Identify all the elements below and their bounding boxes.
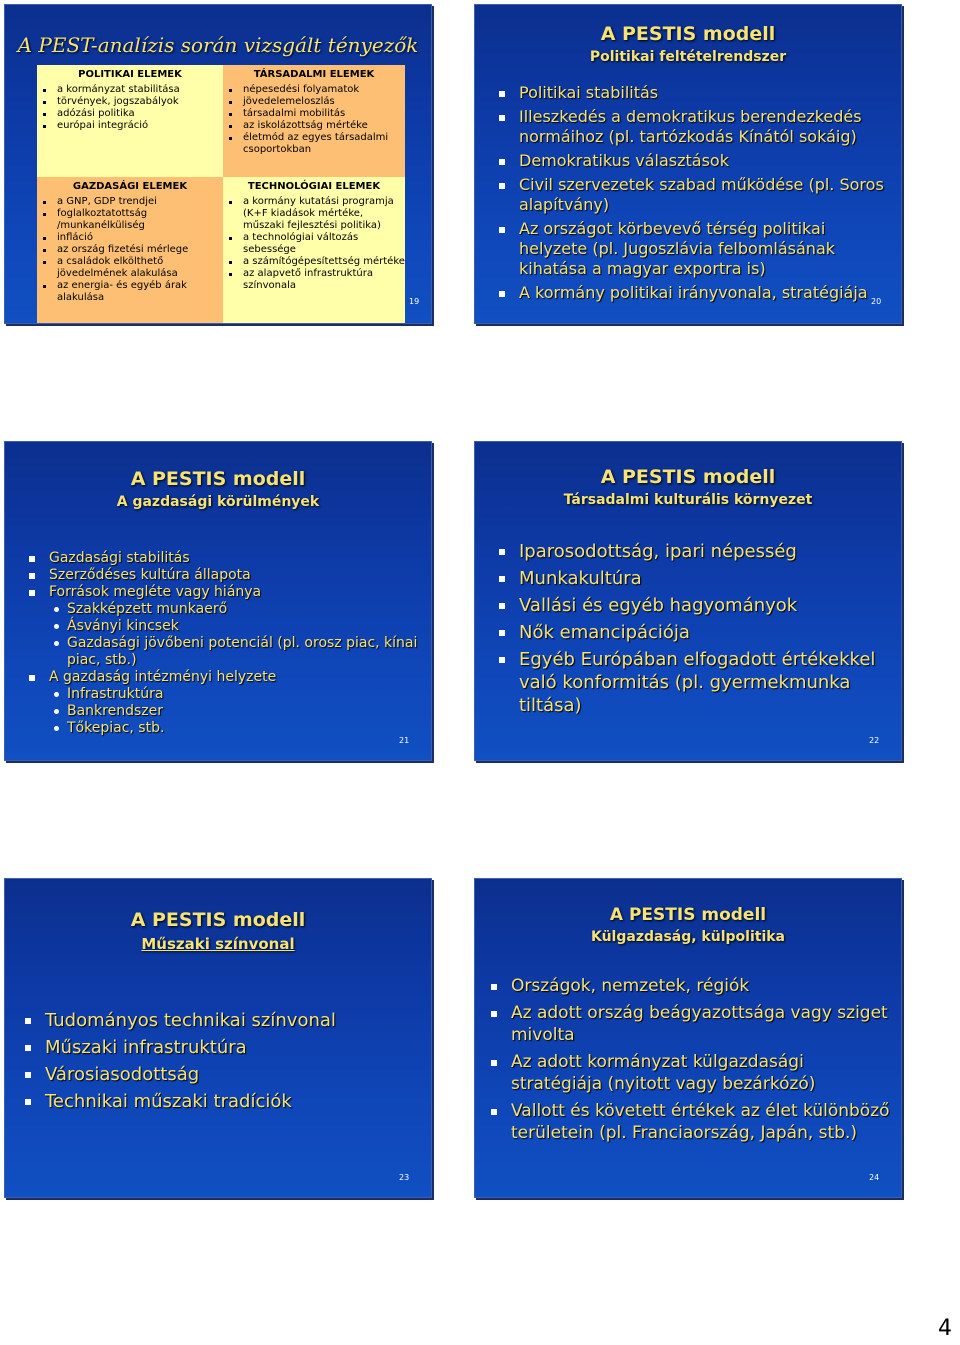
- slide-title: A PEST-analízis során vizsgált tényezők: [17, 33, 419, 57]
- political-list: [37, 84, 223, 132]
- list-item: a számítógépesítettség mértéke: [223, 256, 405, 268]
- list-item: adózási politika: [37, 108, 223, 120]
- slide-number: 22: [869, 736, 880, 745]
- list-item: Egyéb Európában elfogadott értékekkel való konformitás (pl. gyermekmunka tiltása): [497, 648, 889, 717]
- list-item: a kormány kutatási programja (K+F kiadások mértéke, műszaki fejlesztési politika): [223, 196, 405, 232]
- slide-title: A PESTIS modell: [130, 468, 306, 490]
- list-item: az energia- és egyéb árak alakulása: [37, 280, 223, 304]
- social-list: [223, 84, 405, 156]
- list-item: társadalmi mobilitás: [223, 108, 405, 120]
- list-item: Vallott és követett értékek az élet különböző területein (pl. Franciaország, Japán, stb.): [489, 1100, 893, 1144]
- slide-subtitle: Politikai feltételrendszer: [589, 49, 787, 65]
- list-item: a családok elkölthető jövedelmének alakulása: [37, 256, 223, 280]
- slide-number: 23: [399, 1173, 410, 1182]
- slide-social: [474, 441, 902, 761]
- slide-political: [474, 4, 902, 324]
- slide-title: A PESTIS modell: [600, 466, 776, 488]
- list-item: népesedési folyamatok: [223, 84, 405, 96]
- list-item: az ország fizetési mérlege: [37, 244, 223, 256]
- slide-number: 21: [399, 736, 410, 745]
- list-item: Politikai stabilitás: [497, 83, 889, 103]
- list-item: Demokratikus választások: [497, 151, 889, 171]
- tech-list: [223, 196, 405, 292]
- bullet-list: [23, 1009, 423, 1117]
- slide-economic: [4, 441, 432, 761]
- list-item: foglalkoztatottság /munkanélküliség: [37, 208, 223, 232]
- sub-list-item: Szakképzett munkaerő: [27, 601, 419, 618]
- list-item: Iparosodottság, ipari népesség: [497, 540, 889, 563]
- slide-subtitle: Társadalmi kulturális környezet: [563, 492, 813, 508]
- list-item: Vallási és egyéb hagyományok: [497, 594, 889, 617]
- sub-list-item: Tőkepiac, stb.: [27, 720, 419, 737]
- bullet-list: [27, 550, 419, 737]
- list-item: Szerződéses kultúra állapota: [27, 567, 419, 584]
- sub-list-item: Infrastruktúra: [27, 686, 419, 703]
- list-item: Országok, nemzetek, régiók: [489, 975, 893, 997]
- slide-number: 24: [869, 1173, 880, 1182]
- list-item: Civil szervezetek szabad működése (pl. Soros alapítvány): [497, 175, 889, 215]
- slide-foreign: [474, 878, 902, 1198]
- list-item: Munkakultúra: [497, 567, 889, 590]
- slide-title: A PESTIS modell: [600, 23, 776, 45]
- sub-list-item: Bankrendszer: [27, 703, 419, 720]
- list-item: az iskolázottság mértéke: [223, 120, 405, 132]
- list-item: törvények, jogszabályok: [37, 96, 223, 108]
- list-item: Gazdasági stabilitás: [27, 550, 419, 567]
- tech-heading: TECHNOLÓGIAI ELEMEK: [247, 181, 381, 192]
- list-item: a kormányzat stabilitása: [37, 84, 223, 96]
- economic-heading: GAZDASÁGI ELEMEK: [72, 181, 188, 192]
- slide-technical: [4, 878, 432, 1198]
- list-item: A kormány politikai irányvonala, stratégiája: [497, 283, 889, 303]
- list-item: az alapvető infrastruktúra színvonala: [223, 268, 405, 292]
- list-item: Források megléte vagy hiánya: [27, 584, 419, 601]
- list-item: infláció: [37, 232, 223, 244]
- slide-number: 20: [871, 297, 882, 306]
- list-item: jövedelemeloszlás: [223, 96, 405, 108]
- social-cell: [223, 65, 405, 177]
- list-item: Nők emancipációja: [497, 621, 889, 644]
- sub-list-item: Gazdasági jövőbeni potenciál (pl. orosz piac, kínai piac, stb.): [27, 635, 419, 669]
- slide-subtitle: Műszaki színvonal: [141, 935, 295, 953]
- list-item: A gazdaság intézményi helyzete: [27, 669, 419, 686]
- bullet-list: [497, 83, 889, 307]
- slide-number: 19: [409, 297, 420, 306]
- economic-list: [37, 196, 223, 304]
- slide-title: A PESTIS modell: [609, 905, 767, 925]
- list-item: európai integráció: [37, 120, 223, 132]
- list-item: életmód az egyes társadalmi csoportokban: [223, 132, 405, 156]
- sub-list-item: Ásványi kincsek: [27, 618, 419, 635]
- political-heading: POLITIKAI ELEMEK: [78, 69, 182, 80]
- list-item: Műszaki infrastruktúra: [23, 1036, 423, 1059]
- list-item: Városiasodottság: [23, 1063, 423, 1086]
- list-item: Az országot körbevevő térség politikai helyzete (pl. Jugoszlávia felbomlásának kihatása a magyar exportra is): [497, 219, 889, 279]
- list-item: Az adott kormányzat külgazdasági stratégiája (nyitott vagy bezárkózó): [489, 1051, 893, 1095]
- bullet-list: [497, 540, 889, 721]
- slide-pest-table: [4, 4, 432, 324]
- political-cell: [37, 65, 223, 177]
- bullet-list: [489, 975, 893, 1149]
- slide-subtitle: A gazdasági körülmények: [116, 494, 320, 510]
- tech-cell: [223, 177, 405, 324]
- social-heading: TÁRSADALMI ELEMEK: [253, 69, 375, 80]
- list-item: Technikai műszaki tradíciók: [23, 1090, 423, 1113]
- list-item: Az adott ország beágyazottsága vagy sziget mivolta: [489, 1002, 893, 1046]
- list-item: Tudományos technikai színvonal: [23, 1009, 423, 1032]
- slide-title: A PESTIS modell: [130, 909, 306, 931]
- list-item: Illeszkedés a demokratikus berendezkedés normáihoz (pl. tartózkodás Kínától sokáig): [497, 107, 889, 147]
- economic-cell: [37, 177, 223, 324]
- list-item: a technológiai változás sebessége: [223, 232, 405, 256]
- page-number: 4: [938, 1316, 952, 1341]
- slide-subtitle: Külgazdaság, külpolitika: [590, 929, 785, 945]
- list-item: a GNP, GDP trendjei: [37, 196, 223, 208]
